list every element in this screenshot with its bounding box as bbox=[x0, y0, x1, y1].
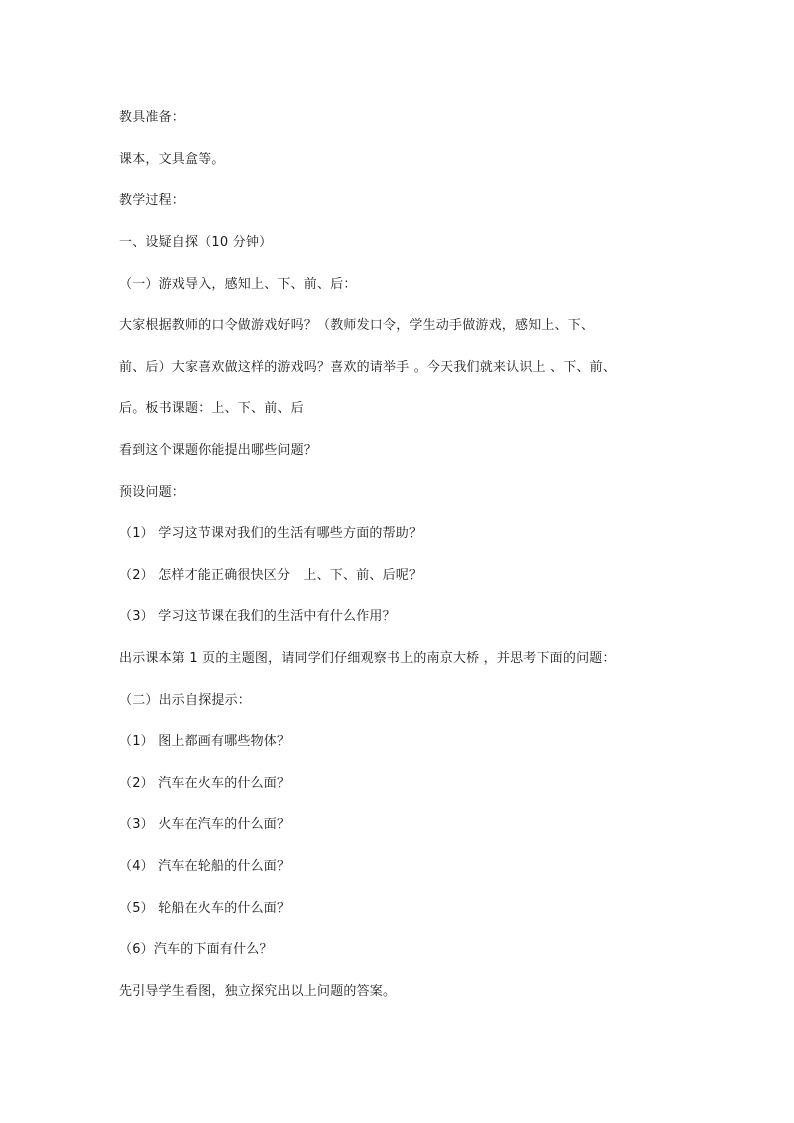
list-item: （4） 汽车在轮船的什么面？ bbox=[119, 859, 291, 874]
list-item: （2） 怎样才能正确很快区分 上、下、前、后呢？ bbox=[119, 568, 423, 583]
subsection-heading-hints: （二）出示自探提示： bbox=[119, 693, 252, 708]
paragraph-line: 后。板书课题：上、下、前、后 bbox=[119, 401, 304, 416]
subsection-heading-game: （一）游戏导入，感知上、下、前、后： bbox=[119, 277, 357, 292]
paragraph-line: 出示课本第 1 页的主题图，请同学们仔细观察书上的南京大桥 ，并思考下面的问题： bbox=[119, 651, 616, 666]
list-item: （1） 图上都画有哪些物体？ bbox=[119, 734, 291, 749]
heading-preset-questions: 预设问题： bbox=[119, 485, 186, 500]
heading-teaching-process: 教学过程： bbox=[119, 193, 186, 208]
paragraph-question: 看到这个课题你能提出哪些问题？ bbox=[119, 443, 318, 458]
list-item: （3） 学习这节课在我们的生活中有什么作用？ bbox=[119, 609, 396, 624]
list-item: （6）汽车的下面有什么？ bbox=[119, 942, 273, 957]
list-item: （5） 轮船在火车的什么面？ bbox=[119, 901, 291, 916]
list-item: （1） 学习这节课对我们的生活有哪些方面的帮助？ bbox=[119, 526, 423, 541]
list-item: （3） 火车在汽车的什么面？ bbox=[119, 817, 291, 832]
list-item: （2） 汽车在火车的什么面？ bbox=[119, 776, 291, 791]
section-heading-1: 一、设疑自探（10 分钟） bbox=[119, 235, 273, 250]
paragraph-line: 前、后）大家喜欢做这样的游戏吗？喜欢的请举手 。今天我们就来认识上 、下、前、 bbox=[119, 360, 617, 375]
paragraph-line: 先引导学生看图，独立探究出以上问题的答案。 bbox=[119, 984, 397, 999]
paragraph-materials: 课本，文具盒等。 bbox=[119, 152, 225, 167]
paragraph-line: 大家根据教师的口令做游戏好吗？（教师发口令，学生动手做游戏，感知上、下、 bbox=[119, 318, 595, 333]
heading-teaching-aids: 教具准备： bbox=[119, 110, 186, 125]
